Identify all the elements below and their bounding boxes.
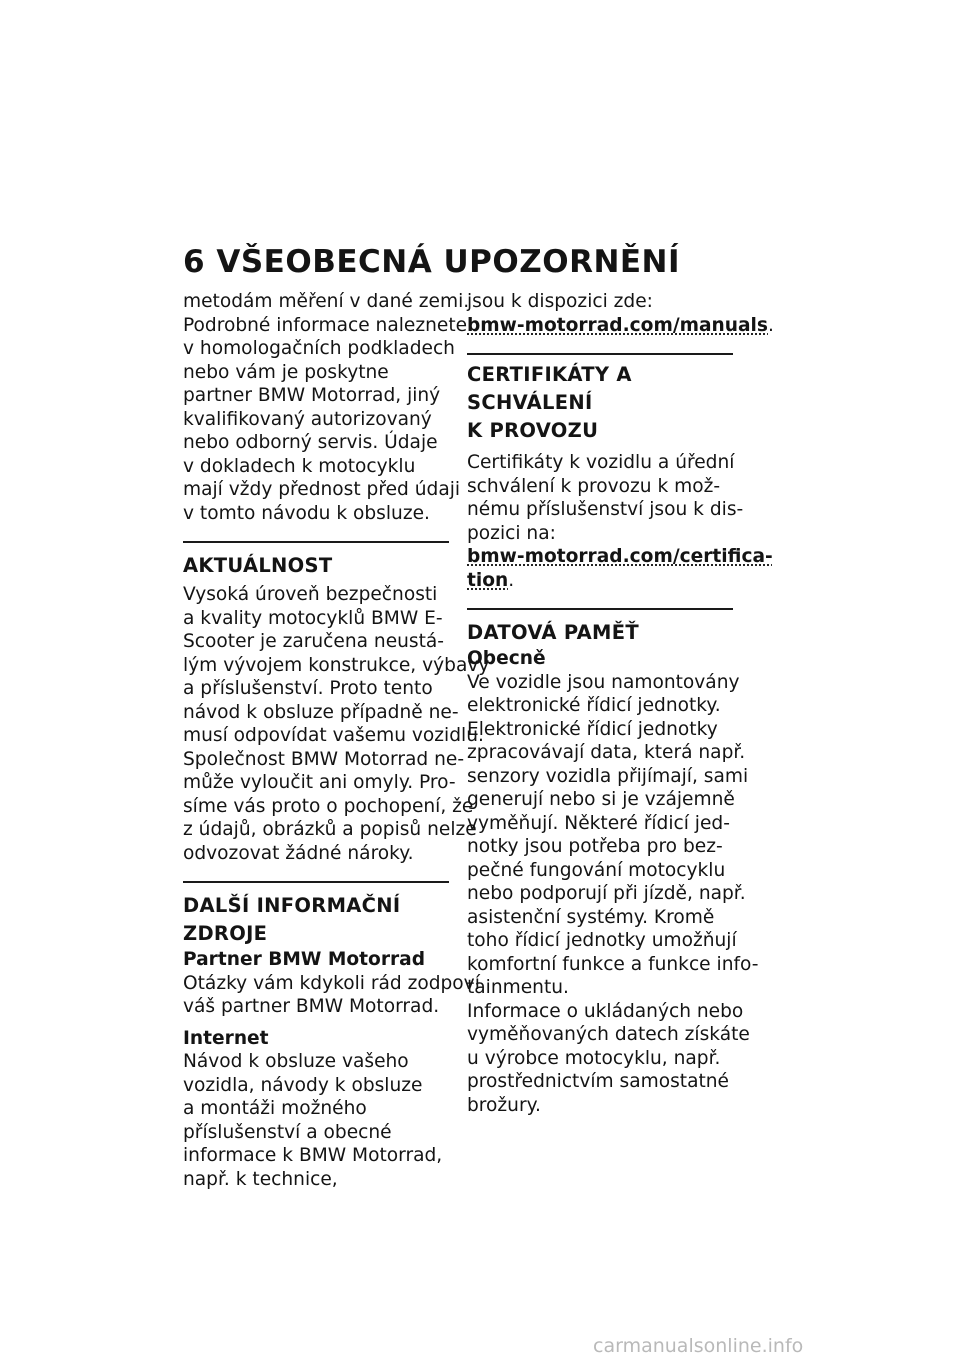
aktualnost-paragraph: [183, 583, 490, 865]
section-heading-certifikaty: [467, 361, 745, 445]
text-line: a příslušenství. Proto tento: [183, 678, 433, 699]
text-line: asistenční systémy. Kromě: [467, 906, 715, 928]
text-line: příslušenství a obecné: [183, 1121, 392, 1143]
text-line: pozici na:: [467, 522, 556, 544]
text-line: toho řídicí jednotky umožňují: [467, 930, 737, 951]
text-line: v tomto návodu k obsluze.: [183, 502, 430, 524]
text-line: nebo podporují při jízdě, např.: [467, 883, 746, 904]
text-line: Elektronické řídicí jednotky: [467, 718, 718, 740]
text-line: a montáži možného: [183, 1098, 367, 1119]
text-line: vozidla, návody k obsluze: [183, 1074, 423, 1096]
text-line: vyměňují. Některé řídicí jed-: [467, 812, 730, 834]
text-line: senzory vozidla přijímají, sami: [467, 765, 749, 787]
text-line: jsou k dispozici zde:: [467, 291, 653, 312]
section-divider: [467, 353, 733, 355]
section-divider: [183, 541, 449, 543]
subheading-partner: Partner BMW Motorrad: [183, 949, 426, 970]
certifikaty-paragraph: [467, 451, 773, 592]
text-line: Informace o ukládaných nebo: [467, 1000, 744, 1022]
text-line: musí odpovídat vašemu vozidlu.: [183, 725, 484, 746]
text-line: mají vždy přednost před údaji: [183, 479, 461, 500]
certification-link[interactable]: bmw-motorrad.com/certifica-: [467, 546, 773, 567]
text-line: metodám měření v dané zemi.: [183, 291, 470, 312]
text-line: např. k technice,: [183, 1168, 338, 1190]
text-line: Scooter je zaručena neustá-: [183, 631, 445, 652]
text-line: u výrobce motocyklu, např.: [467, 1047, 721, 1069]
text-line: vyměňovaných datech získáte: [467, 1024, 750, 1045]
subheading-obecne: Obecně: [467, 648, 546, 669]
certification-link-continued[interactable]: tion: [467, 569, 509, 591]
text-line: zpracovávají data, která např.: [467, 742, 746, 763]
text-line: z údajů, obrázků a popisů nelze: [183, 819, 477, 840]
text-line: partner BMW Motorrad, jiný: [183, 385, 441, 406]
internet-paragraph: [183, 1050, 458, 1191]
section-heading-datova-pamet: DATOVÁ PAMĚŤ: [467, 621, 639, 644]
watermark: carmanualsonline.info: [593, 1335, 804, 1357]
text-line: odvozovat žádné nároky.: [183, 842, 414, 864]
datova-pamet-paragraph-2: [467, 1000, 750, 1118]
text-line: pečné fungování motocyklu: [467, 859, 726, 881]
internet-continued: [467, 290, 774, 337]
manuals-link[interactable]: bmw-motorrad.com/manuals: [467, 314, 768, 336]
text-line: informace k BMW Motorrad,: [183, 1145, 443, 1166]
text-line: prostřednictvím samostatné: [467, 1071, 729, 1092]
section-heading-dalsi-zdroje: DALŠÍ INFORMAČNÍ ZDROJE: [183, 894, 401, 945]
chapter-title: 6 VŠEOBECNÁ UPOZORNĚNÍ: [183, 244, 681, 280]
text-line: síme vás proto o pochopení, že: [183, 795, 474, 817]
heading-line: K PROVOZU: [467, 419, 599, 442]
section-heading-aktualnost: AKTUÁLNOST: [183, 554, 333, 577]
text-line: váš partner BMW Motorrad.: [183, 996, 440, 1017]
text-line: schválení k provozu k mož-: [467, 475, 721, 497]
text-line: kvalifikovaný autorizovaný: [183, 408, 432, 430]
text-line: Otázky vám kdykoli rád zodpoví: [183, 972, 480, 994]
section-divider: [467, 608, 733, 610]
text-line: [467, 569, 745, 593]
datova-pamet-paragraph: [467, 671, 759, 1000]
text-line: tainmentu.: [467, 977, 569, 998]
right-column: [467, 290, 774, 1117]
text-line: Ve vozidle jsou namontovány: [467, 671, 740, 693]
text-line: Vysoká úroveň bezpečnosti: [183, 584, 438, 605]
text-line: komfortní funkce a funkce info-: [467, 953, 759, 975]
link-suffix: .: [508, 569, 515, 591]
text-line: lým vývojem konstrukce, výbavy: [183, 654, 490, 676]
text-line: v dokladech k motocyklu: [183, 455, 416, 477]
text-line: nebo vám je poskytne: [183, 361, 389, 383]
heading-line: CERTIFIKÁTY A SCHVÁLENÍ: [467, 363, 632, 414]
text-line: nému příslušenství jsou k dis-: [467, 499, 744, 520]
text-line: Podrobné informace naleznete: [183, 314, 468, 336]
text-line: může vyloučit ani omyly. Pro-: [183, 772, 456, 793]
text-line: notky jsou potřeba pro bez-: [467, 836, 723, 857]
text-line: nebo odborný servis. Údaje: [183, 432, 438, 453]
intro-paragraph: [183, 290, 470, 525]
text-line: návod k obsluze případně ne-: [183, 701, 459, 723]
text-line: Společnost BMW Motorrad ne-: [183, 748, 465, 770]
text-line: elektronické řídicí jednotky.: [467, 695, 721, 716]
partner-paragraph: [183, 972, 480, 1019]
section-divider: [183, 881, 449, 883]
text-line: [467, 314, 774, 338]
subheading-internet: Internet: [183, 1027, 269, 1049]
text-line: Návod k obsluze vašeho: [183, 1051, 409, 1072]
text-line: brožury.: [467, 1094, 541, 1116]
text-line: [467, 545, 773, 569]
text-line: a kvality motocyklů BMW E-: [183, 607, 443, 629]
text-line: generují nebo si je vzájemně: [467, 789, 735, 810]
text-line: Certifikáty k vozidlu a úřední: [467, 452, 735, 473]
link-suffix: .: [768, 314, 774, 336]
text-line: v homologačních podkladech: [183, 338, 455, 359]
